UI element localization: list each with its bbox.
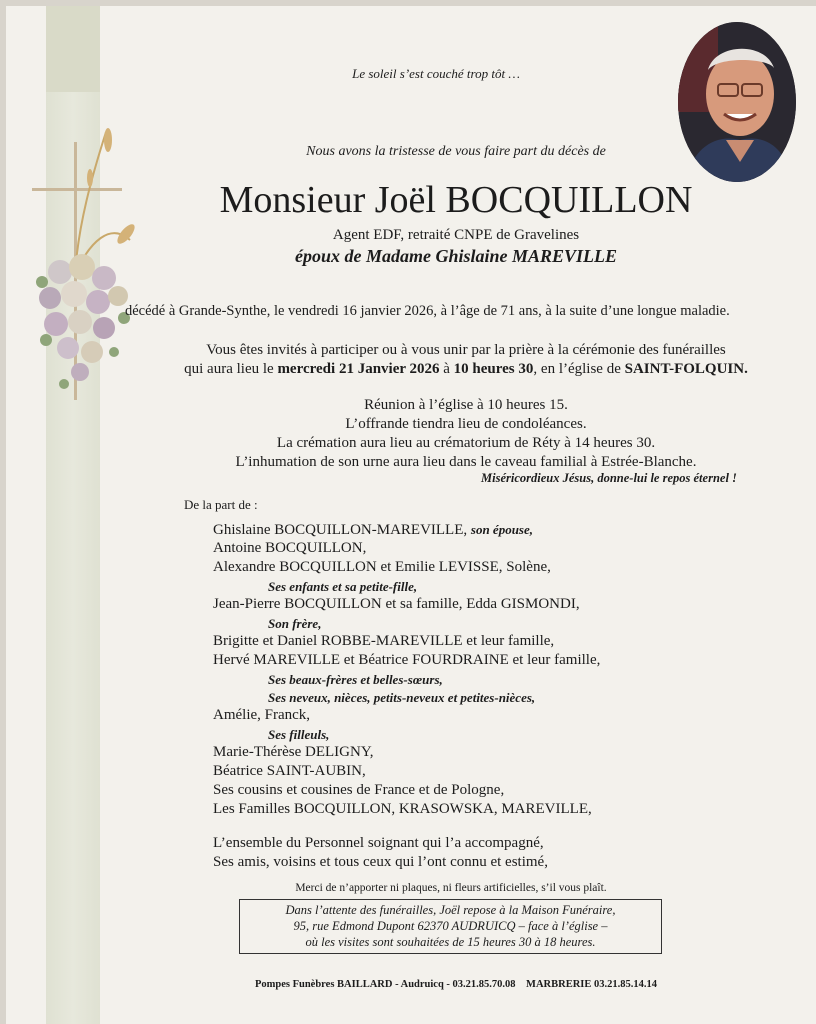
- invitation-mid: à: [439, 361, 454, 377]
- funeral-home-box: [239, 899, 662, 954]
- invitation-suffix: , en l’église de: [533, 361, 625, 377]
- family-name: Ghislaine BOCQUILLON-MAREVILLE,: [213, 522, 471, 538]
- family-role: Ses enfants et sa petite-fille,: [268, 579, 418, 594]
- family-role: son épouse,: [470, 522, 534, 537]
- box-line: 95, rue Edmond Dupont 62370 AUDRUICQ – face à l’église –: [293, 919, 608, 933]
- prayer-line: Miséricordieux Jésus, donne-lui le repos éternel !: [481, 471, 737, 485]
- family-line: Brigitte et Daniel ROBBE-MAREVILLE et leur famille,: [213, 633, 555, 649]
- family-line: Marie-Thérèse DELIGNY,: [213, 744, 374, 760]
- church-name: SAINT-FOLQUIN.: [624, 361, 748, 377]
- decorative-stripe-top: [46, 6, 100, 92]
- closing-line: L’ensemble du Personnel soignant qui l’a accompagné,: [213, 835, 544, 851]
- family-line: Antoine BOCQUILLON,: [213, 540, 367, 556]
- detail-line: L’offrande tiendra lieu de condoléances.: [345, 416, 587, 432]
- portrait-icon: [678, 22, 796, 182]
- family-line: Amélie, Franck,: [213, 707, 311, 723]
- invitation-line-2: [126, 361, 806, 378]
- from-label: De la part de :: [184, 497, 258, 512]
- family-line: Béatrice SAINT-AUBIN,: [213, 763, 366, 779]
- family-line: Ses cousins et cousines de France et de Pologne,: [213, 782, 505, 798]
- footer-contacts: Pompes Funèbres BAILLARD - Audruicq - 03.21.85.70.08 MARBRERIE 03.21.85.14.14: [254, 979, 658, 990]
- invitation-line-1: Vous êtes invités à participer ou à vous unir par la prière à la cérémonie des funérailles: [206, 342, 726, 358]
- epigraph: Le soleil s’est couché trop tôt …: [352, 66, 520, 81]
- deceased-name: Monsieur Joël BOCQUILLON: [219, 179, 693, 221]
- box-line: Dans l’attente des funérailles, Joël repose à la Maison Funéraire,: [285, 903, 616, 917]
- detail-line: L’inhumation de son urne aura lieu dans le caveau familial à Estrée-Blanche.: [235, 454, 697, 470]
- flowers-notice: Merci de n’apporter ni plaques, ni fleurs artificielles, s’il vous plaît.: [295, 882, 607, 894]
- closing-line: Ses amis, voisins et tous ceux qui l’ont connu et estimé,: [213, 854, 548, 870]
- family-role: Ses filleuls,: [268, 727, 330, 742]
- family-line: [213, 520, 533, 540]
- ceremony-time: 10 heures 30: [453, 361, 534, 377]
- family-role: Son frère,: [268, 616, 322, 631]
- family-line: Hervé MAREVILLE et Béatrice FOURDRAINE et leur famille,: [213, 652, 601, 668]
- family-role: Ses neveux, nièces, petits-neveux et petites-nièces,: [268, 690, 536, 705]
- family-line: Jean-Pierre BOCQUILLON et sa famille, Edda GISMONDI,: [213, 596, 580, 612]
- spouse-line: époux de Madame Ghislaine MAREVILLE: [294, 246, 618, 266]
- intro-text: Nous avons la tristesse de vous faire part du décès de: [306, 144, 606, 159]
- death-statement: décédé à Grande-Synthe, le vendredi 16 janvier 2026, à l’âge de 71 ans, à la suite d’une longue maladie.: [125, 303, 730, 319]
- detail-line: Réunion à l’église à 10 heures 15.: [364, 397, 568, 413]
- family-line: Les Familles BOCQUILLON, KRASOWSKA, MAREVILLE,: [213, 801, 592, 817]
- portrait-photo: [678, 22, 796, 182]
- box-line: où les visites sont souhaitées de 15 heures 30 à 18 heures.: [305, 935, 596, 949]
- invitation-prefix: qui aura lieu le: [184, 361, 278, 377]
- detail-line: La crémation aura lieu au crématorium de Réty à 14 heures 30.: [276, 435, 656, 451]
- ceremony-date: mercredi 21 Janvier 2026: [277, 361, 440, 377]
- funeral-notice-page: [6, 6, 816, 1024]
- occupation: Agent EDF, retraité CNPE de Gravelines: [332, 227, 580, 243]
- family-line: Alexandre BOCQUILLON et Emilie LEVISSE, Solène,: [213, 559, 551, 575]
- family-role: Ses beaux-frères et belles-sœurs,: [268, 672, 443, 687]
